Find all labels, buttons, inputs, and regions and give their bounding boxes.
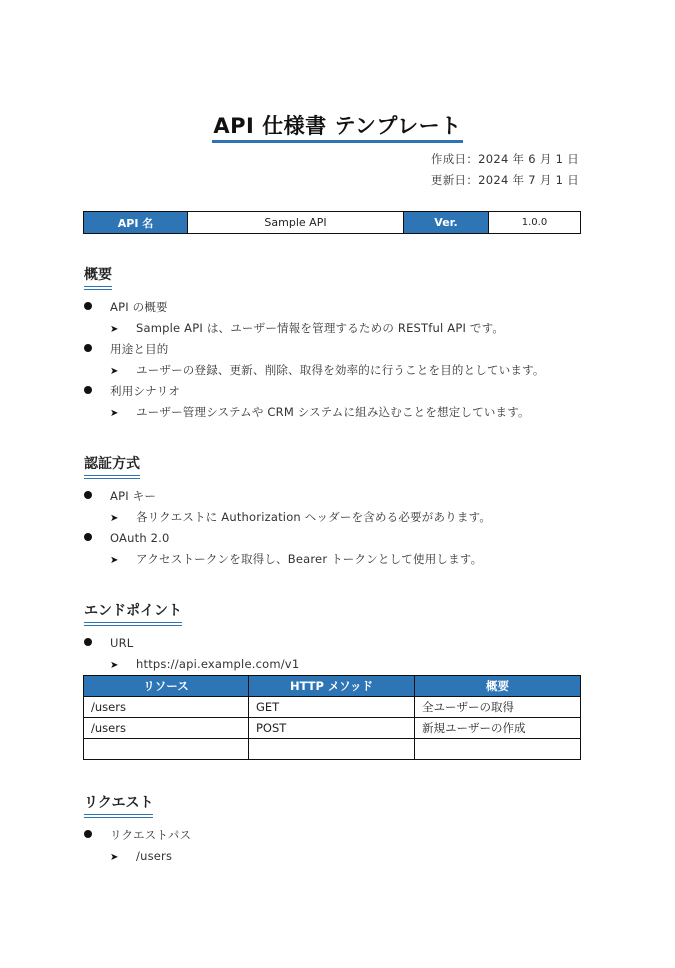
bullet-icon [84,491,92,499]
bullet-icon [84,533,92,541]
arrow-bullet-icon: ➤ [110,408,119,419]
table-row [84,739,581,760]
list-subitem-text: ユーザー管理システムや CRM システムに組み込むことを想定しています。 [136,405,530,419]
section-heading-overview [84,266,112,290]
section-heading-text: 認証方式 [84,455,140,479]
arrow-bullet-icon: ➤ [110,513,119,524]
cell-summary: 新規ユーザーの作成 [415,718,581,739]
list-item-label: リクエストパス [110,828,192,842]
api-name-label: API 名 [84,212,188,234]
endpoint-table [83,675,581,760]
list-subitem [110,404,530,422]
list-item [84,341,169,357]
arrow-bullet-icon: ➤ [110,324,119,335]
cell-method: POST [249,718,415,739]
bullet-icon [84,302,92,310]
cell-summary: 全ユーザーの取得 [415,697,581,718]
section-heading-text: リクエスト [84,794,153,818]
list-subitem-text: アクセストークンを取得し、Bearer トークンとして使用します。 [136,552,483,566]
section-heading-text: エンドポイント [84,602,182,626]
list-subitem [110,320,504,338]
arrow-bullet-icon: ➤ [110,555,119,566]
list-subitem [110,509,491,527]
section-heading-request [84,794,153,818]
arrow-bullet-icon: ➤ [110,366,119,377]
column-header-method: HTTP メソッド [249,676,415,697]
bullet-icon [84,386,92,394]
list-subitem [110,362,545,380]
list-item [84,488,156,504]
column-header-summary: 概要 [415,676,581,697]
arrow-bullet-icon: ➤ [110,660,119,671]
list-item-label: URL [110,636,134,650]
list-subitem [110,848,172,866]
list-subitem [110,551,482,569]
document-title-text: API 仕様書 テンプレート [212,113,462,143]
list-item-label: 利用シナリオ [110,384,181,398]
version-label: Ver. [404,212,489,234]
request-path: /users [136,849,173,863]
list-subitem-text: ユーザーの登録、更新、削除、取得を効率的に行うことを目的としています。 [136,363,545,377]
section-heading-text: 概要 [84,266,112,290]
list-item [84,827,191,843]
api-meta-table [83,211,581,234]
document-title [0,113,675,143]
version-value: 1.0.0 [489,212,581,234]
bullet-icon [84,830,92,838]
list-item [84,299,168,315]
updated-date: 更新日：2024 年 7 月 1 日 [430,173,579,187]
cell-resource: /users [84,718,249,739]
list-item [84,383,180,399]
bullet-icon [84,344,92,352]
cell-summary [415,739,581,760]
cell-resource: /users [84,697,249,718]
list-item [84,530,170,546]
bullet-icon [84,638,92,646]
section-heading-endpoint [84,602,182,626]
list-subitem-text: Sample API は、ユーザー情報を管理するための RESTful API です。 [136,321,505,335]
arrow-bullet-icon: ➤ [110,852,119,863]
table-header-row [84,676,581,697]
section-heading-auth [84,455,140,479]
list-item-label: 用途と目的 [110,342,169,356]
cell-method [249,739,415,760]
cell-resource [84,739,249,760]
created-date: 作成日：2024 年 6 月 1 日 [430,152,579,166]
list-item-label: OAuth 2.0 [110,531,170,545]
table-row [84,718,581,739]
list-subitem [110,656,299,674]
list-item-label: API の概要 [110,300,168,314]
column-header-resource: リソース [84,676,249,697]
list-subitem-text: 各リクエストに Authorization ヘッダーを含める必要があります。 [136,510,492,524]
table-row [84,697,581,718]
cell-method: GET [249,697,415,718]
list-item-label: API キー [110,489,157,503]
api-name-value: Sample API [188,212,404,234]
list-item [84,635,133,651]
endpoint-url: https://api.example.com/v1 [136,657,300,671]
